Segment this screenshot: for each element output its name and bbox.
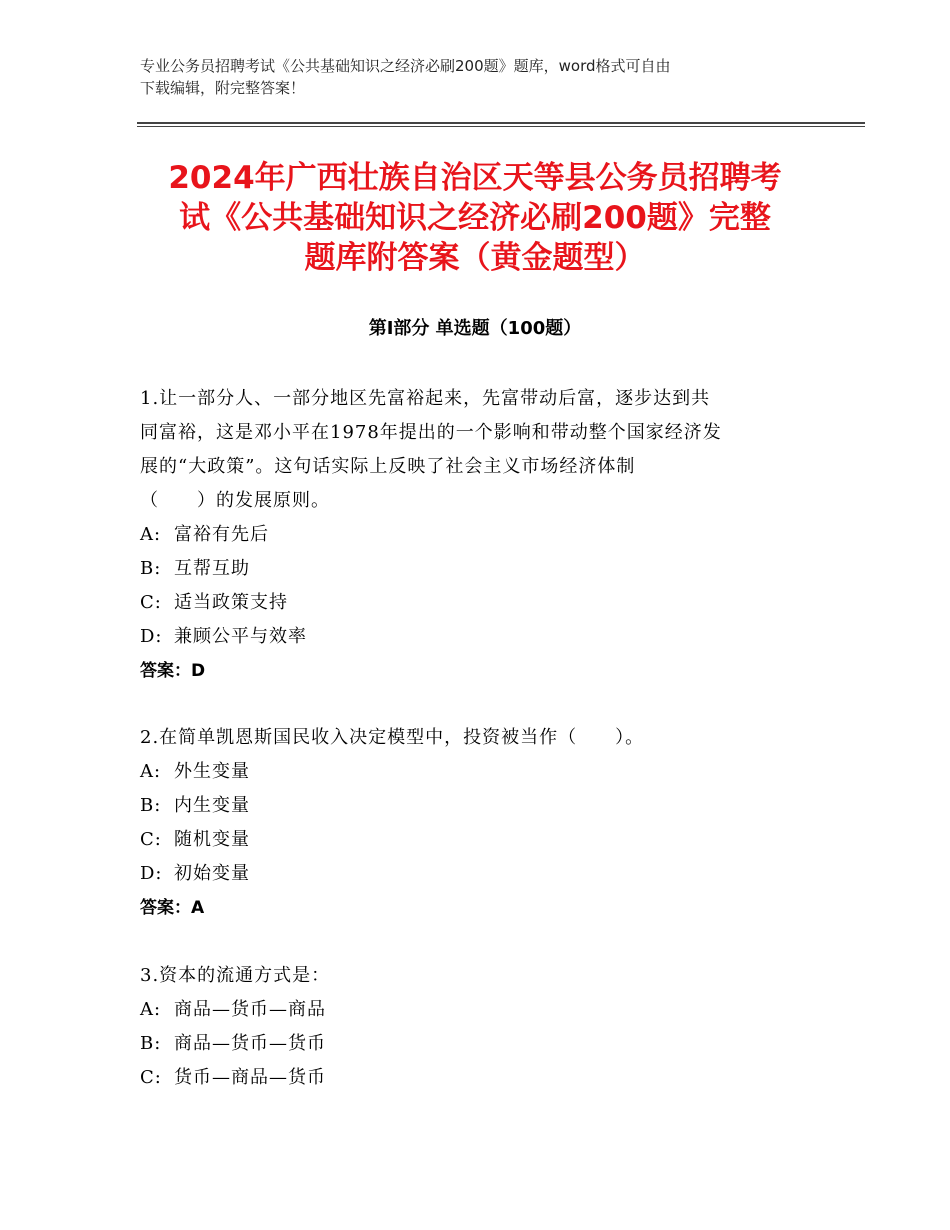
option-text: 兼顾公平与效率 [174, 626, 307, 647]
question-1-option-d [140, 620, 820, 654]
option-key: C: [140, 1067, 162, 1088]
question-2 [140, 721, 820, 925]
question-3-option-a [140, 993, 820, 1027]
option-key: A: [140, 999, 162, 1020]
option-text: 适当政策支持 [174, 592, 288, 613]
title-line-3: 题库附答案（黄金题型） [304, 240, 646, 276]
question-1-stem-line-2: 同富裕，这是邓小平在1978年提出的一个影响和带动整个国家经济发 [140, 422, 722, 443]
title-line-2: 试《公共基础知识之经济必刷200题》完整 [179, 200, 771, 236]
question-2-option-a [140, 755, 820, 789]
question-2-option-c [140, 823, 820, 857]
question-3-option-b [140, 1027, 820, 1061]
option-key: B: [140, 1033, 162, 1054]
question-1-answer: 答案：D [140, 661, 206, 681]
question-1-stem-line-3: 展的“大政策”。这句话实际上反映了社会主义市场经济体制 [140, 456, 636, 477]
question-2-answer: 答案：A [140, 898, 205, 918]
question-1-option-a [140, 518, 820, 552]
option-text: 商品—货币—商品 [174, 999, 326, 1020]
option-key: C: [140, 829, 162, 850]
question-1-stem-line-1: 1.让一部分人、一部分地区先富裕起来，先富带动后富，逐步达到共 [140, 388, 711, 409]
header-note-line-1: 专业公务员招聘考试《公共基础知识之经济必刷200题》题库，word格式可自由 [140, 57, 671, 75]
header-note-line-2: 下载编辑，附完整答案！ [140, 79, 306, 97]
option-text: 互帮互助 [174, 558, 250, 579]
option-text: 内生变量 [174, 795, 250, 816]
header-note [140, 55, 810, 99]
title-line-1: 2024年广西壮族自治区天等县公务员招聘考 [168, 160, 782, 196]
option-key: D: [140, 626, 163, 647]
question-1-stem-line-4: （ ）的发展原则。 [140, 490, 330, 511]
option-text: 随机变量 [174, 829, 250, 850]
question-2-option-d [140, 857, 820, 891]
question-3 [140, 959, 820, 1095]
option-text: 富裕有先后 [174, 524, 269, 545]
option-key: B: [140, 795, 162, 816]
option-text: 商品—货币—货币 [174, 1033, 326, 1054]
question-2-stem-line-1: 2.在简单凯恩斯国民收入决定模型中，投资被当作（ ）。 [140, 727, 645, 748]
question-3-stem-line-1: 3.资本的流通方式是： [140, 965, 331, 986]
document-title [140, 158, 810, 278]
option-text: 初始变量 [174, 863, 250, 884]
header-rule-thin [137, 126, 865, 127]
question-1-option-b [140, 552, 820, 586]
section-title: 第Ⅰ部分 单选题（100题） [368, 318, 582, 339]
option-text: 货币—商品—货币 [174, 1067, 326, 1088]
option-text: 外生变量 [174, 761, 250, 782]
option-key: C: [140, 592, 162, 613]
option-key: A: [140, 524, 162, 545]
question-3-option-c [140, 1061, 820, 1095]
option-key: D: [140, 863, 163, 884]
option-key: A: [140, 761, 162, 782]
question-2-option-b [140, 789, 820, 823]
question-1 [140, 382, 820, 688]
header-rule-thick [137, 122, 865, 124]
question-1-option-c [140, 586, 820, 620]
option-key: B: [140, 558, 162, 579]
